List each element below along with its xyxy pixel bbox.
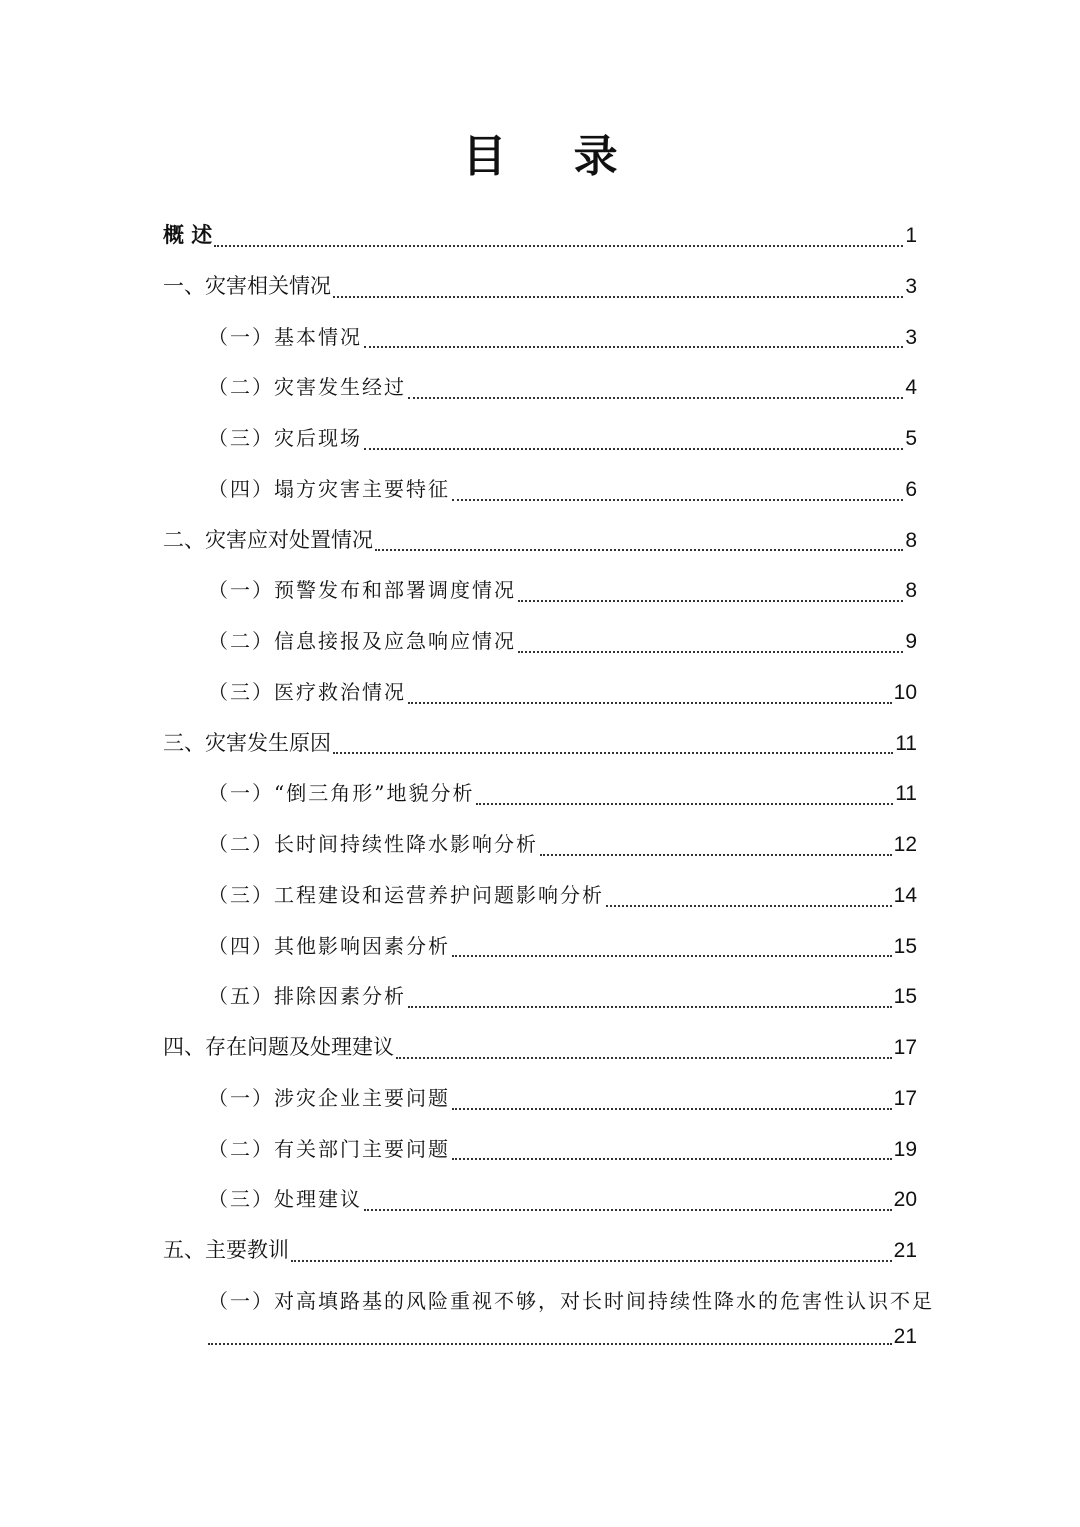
- toc-entry-label: 一、灾害相关情况: [163, 273, 331, 298]
- toc-entry-label: 四、存在问题及处理建议: [163, 1035, 394, 1059]
- toc-entry[interactable]: [0, 362, 1080, 413]
- toc-entry-label: （二）长时间持续性降水影响分析: [208, 832, 538, 856]
- toc-leader: [452, 1107, 892, 1110]
- toc-entry[interactable]: [0, 1022, 1080, 1073]
- toc-page-number: 12: [893, 833, 917, 856]
- toc-entry[interactable]: [0, 718, 1080, 769]
- toc-leader: [540, 853, 892, 856]
- toc-entry-label: 三、灾害发生原因: [163, 730, 331, 755]
- toc-entry-label: （四）塌方灾害主要特征: [208, 476, 450, 501]
- toc-entry[interactable]: [0, 921, 1080, 972]
- toc-page-number: 10: [893, 680, 917, 704]
- toc-leader: [364, 447, 903, 450]
- toc-entry-label: （二）有关部门主要问题: [208, 1136, 450, 1161]
- toc-leader: [291, 1259, 892, 1262]
- toc-page-number: 3: [905, 274, 917, 298]
- toc-leader: [452, 498, 903, 501]
- toc-leader: [364, 345, 903, 348]
- toc-entry-label: 二、灾害应对处置情况: [163, 527, 373, 552]
- toc-entry[interactable]: [0, 616, 1080, 667]
- toc-page-number: 5: [905, 427, 917, 450]
- toc-page-number: 11: [895, 731, 917, 755]
- toc-page-number: 14: [893, 883, 917, 907]
- toc-entry-label: （一）预警发布和部署调度情况: [208, 578, 516, 603]
- toc-entry-label: （四）其他影响因素分析: [208, 933, 450, 958]
- toc-entry-label: （三）灾后现场: [208, 426, 362, 450]
- toc-page-number: 21: [893, 1324, 917, 1348]
- toc-leader: [208, 1342, 892, 1345]
- toc-page-number: 17: [893, 1086, 917, 1110]
- toc-entry[interactable]: [0, 1225, 1080, 1276]
- toc-entry-label: （二）信息接报及应急响应情况: [208, 629, 516, 653]
- toc-leader: [214, 244, 903, 247]
- toc-leader: [476, 802, 893, 805]
- toc-page-number: 21: [893, 1239, 917, 1262]
- toc-leader: [333, 295, 903, 298]
- toc-leader: [518, 650, 903, 653]
- toc-leader: [518, 599, 903, 602]
- page-title: 目 录: [462, 131, 644, 182]
- toc-page-number: 20: [893, 1188, 917, 1212]
- toc-leader: [396, 1056, 892, 1059]
- toc-page-number: 15: [893, 934, 917, 958]
- toc-entry-label: （一）涉灾企业主要问题: [208, 1085, 450, 1110]
- toc-page-number: 8: [905, 528, 917, 552]
- toc-entry[interactable]: [0, 312, 1080, 363]
- toc-entry-label: （一）“倒三角形”地貌分析: [208, 781, 475, 806]
- toc-leader: [408, 396, 903, 399]
- toc-page-number: 8: [905, 579, 917, 603]
- toc-entry-label: （五）排除因素分析: [208, 984, 406, 1009]
- toc-entry-label: （一）对高填路基的风险重视不够，对长时间持续性降水的危害性认识不足: [208, 1288, 934, 1313]
- toc-leader: [364, 1208, 892, 1211]
- toc-leader: [452, 954, 892, 957]
- toc-leader: [375, 548, 903, 551]
- toc-entry[interactable]: [0, 565, 1080, 616]
- toc-leader: [333, 751, 893, 754]
- toc-page-number: 4: [905, 376, 917, 400]
- toc-entry[interactable]: [0, 667, 1080, 718]
- toc-leader: [606, 904, 892, 907]
- toc-entry-label: 五、主要教训: [163, 1238, 289, 1262]
- toc-page-number: 1: [905, 224, 917, 247]
- toc-page-number: 15: [893, 985, 917, 1009]
- toc-entry[interactable]: [0, 464, 1080, 515]
- toc-entry[interactable]: [0, 971, 1080, 1022]
- toc-entry-label: 概 述: [163, 223, 213, 247]
- toc-page-number: 17: [893, 1036, 917, 1059]
- table-of-contents: [0, 210, 1080, 1355]
- toc-entry-label: （三）医疗救治情况: [208, 679, 406, 704]
- toc-page-number: 19: [893, 1137, 917, 1161]
- toc-entry[interactable]: [0, 819, 1080, 870]
- toc-page-number: 6: [905, 477, 917, 501]
- toc-entry[interactable]: [0, 1174, 1080, 1225]
- toc-entry[interactable]: [0, 413, 1080, 464]
- toc-page-number: 11: [895, 782, 917, 806]
- toc-leader: [408, 701, 892, 704]
- toc-page-number: 3: [905, 325, 917, 349]
- toc-entry[interactable]: [0, 1276, 1080, 1355]
- toc-entry[interactable]: [0, 1124, 1080, 1175]
- toc-entry[interactable]: [0, 768, 1080, 819]
- toc-entry-label: （三）处理建议: [208, 1187, 362, 1212]
- toc-entry[interactable]: [0, 1073, 1080, 1124]
- toc-entry[interactable]: [0, 515, 1080, 566]
- toc-leader: [452, 1157, 892, 1160]
- toc-entry-label: （二）灾害发生经过: [208, 375, 406, 400]
- toc-page-number: 9: [905, 630, 917, 653]
- toc-entry-label: （一）基本情况: [208, 324, 362, 349]
- toc-entry-label: （三）工程建设和运营养护问题影响分析: [208, 882, 604, 907]
- toc-entry[interactable]: [0, 261, 1080, 312]
- toc-entry[interactable]: [0, 210, 1080, 261]
- toc-entry[interactable]: [0, 870, 1080, 921]
- toc-leader: [408, 1005, 892, 1008]
